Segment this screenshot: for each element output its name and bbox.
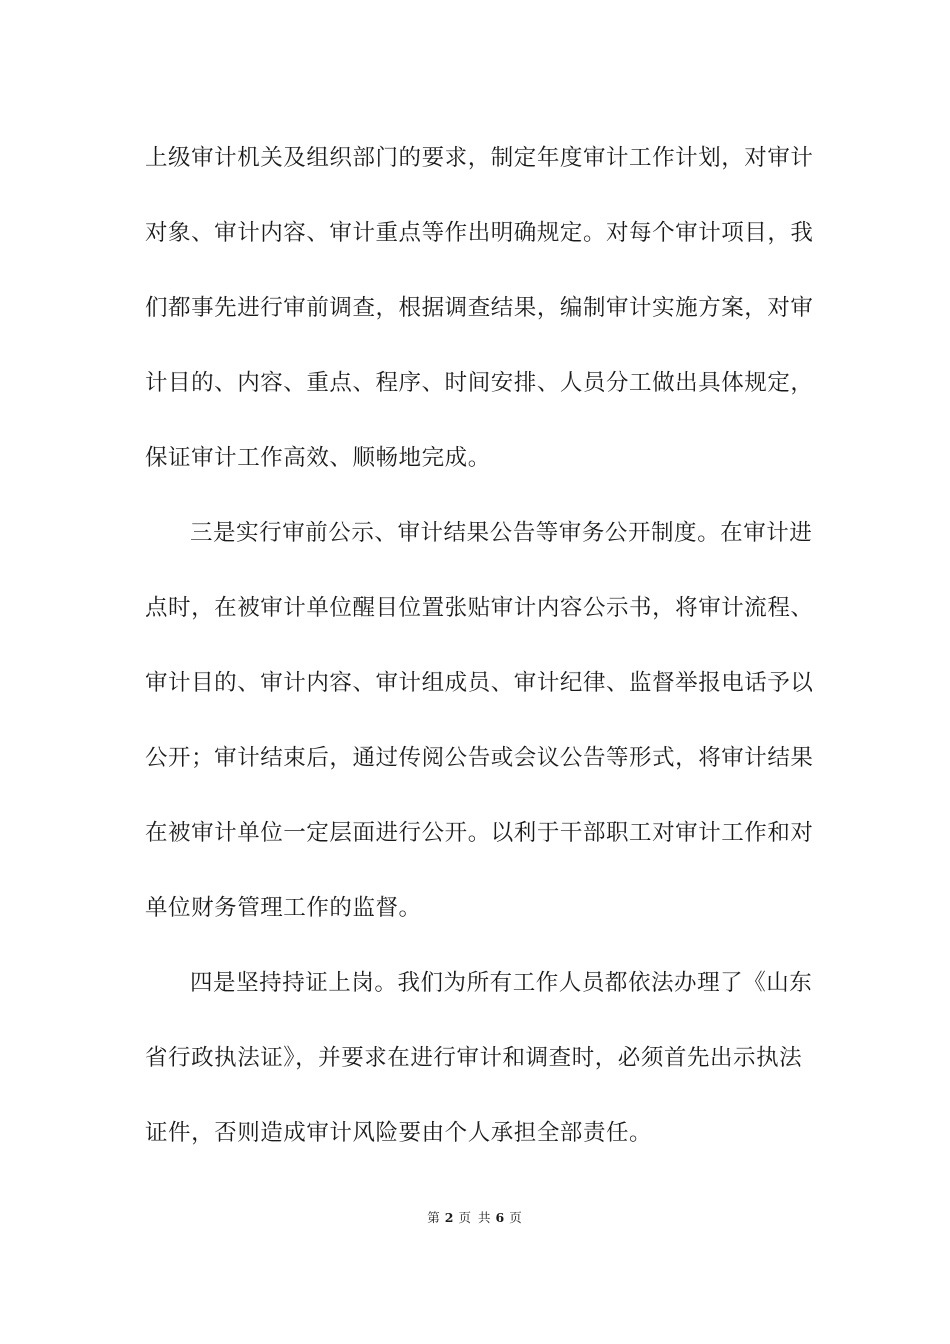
text-line: 上级审计机关及组织部门的要求，制定年度审计工作计划，对审计 [145,145,814,171]
text-line: 们都事先进行审前调查，根据调查结果，编制审计实施方案，对审 [145,295,814,321]
footer-prefix: 第 [427,1210,441,1225]
footer-suffix: 页 [509,1210,523,1225]
footer-page-word: 页 [458,1210,472,1225]
body-text [145,126,814,1176]
text-line: 三是实行审前公示、审计结果公告等审务公开制度。在审计进 [190,520,813,546]
page-footer [0,1210,950,1226]
text-line: 点时，在被审计单位醒目位置张贴审计内容公示书，将审计流程、 [145,595,814,621]
text-line: 审计目的、审计内容、审计组成员、审计纪律、监督举报电话予以 [145,670,814,696]
current-page-number: 2 [444,1210,455,1225]
text-line: 计目的、内容、重点、程序、时间安排、人员分工做出具体规定， [145,370,814,396]
text-line: 省行政执法证》，并要求在进行审计和调查时，必须首先出示执法 [145,1045,803,1071]
text-line: 对象、审计内容、审计重点等作出明确规定。对每个审计项目，我 [145,220,814,246]
total-pages-number: 6 [495,1210,506,1225]
text-line: 保证审计工作高效、顺畅地完成。 [145,445,491,471]
text-line: 单位财务管理工作的监督。 [145,895,422,921]
text-line: 四是坚持持证上岗。我们为所有工作人员都依法办理了《山东 [190,970,813,996]
text-line: 在被审计单位一定层面进行公开。以利于干部职工对审计工作和对 [145,820,814,846]
footer-total-word: 共 [478,1210,492,1225]
text-line: 公开；审计结束后，通过传阅公告或会议公告等形式，将审计结果 [145,745,814,771]
text-line: 证件，否则造成审计风险要由个人承担全部责任。 [145,1120,653,1146]
